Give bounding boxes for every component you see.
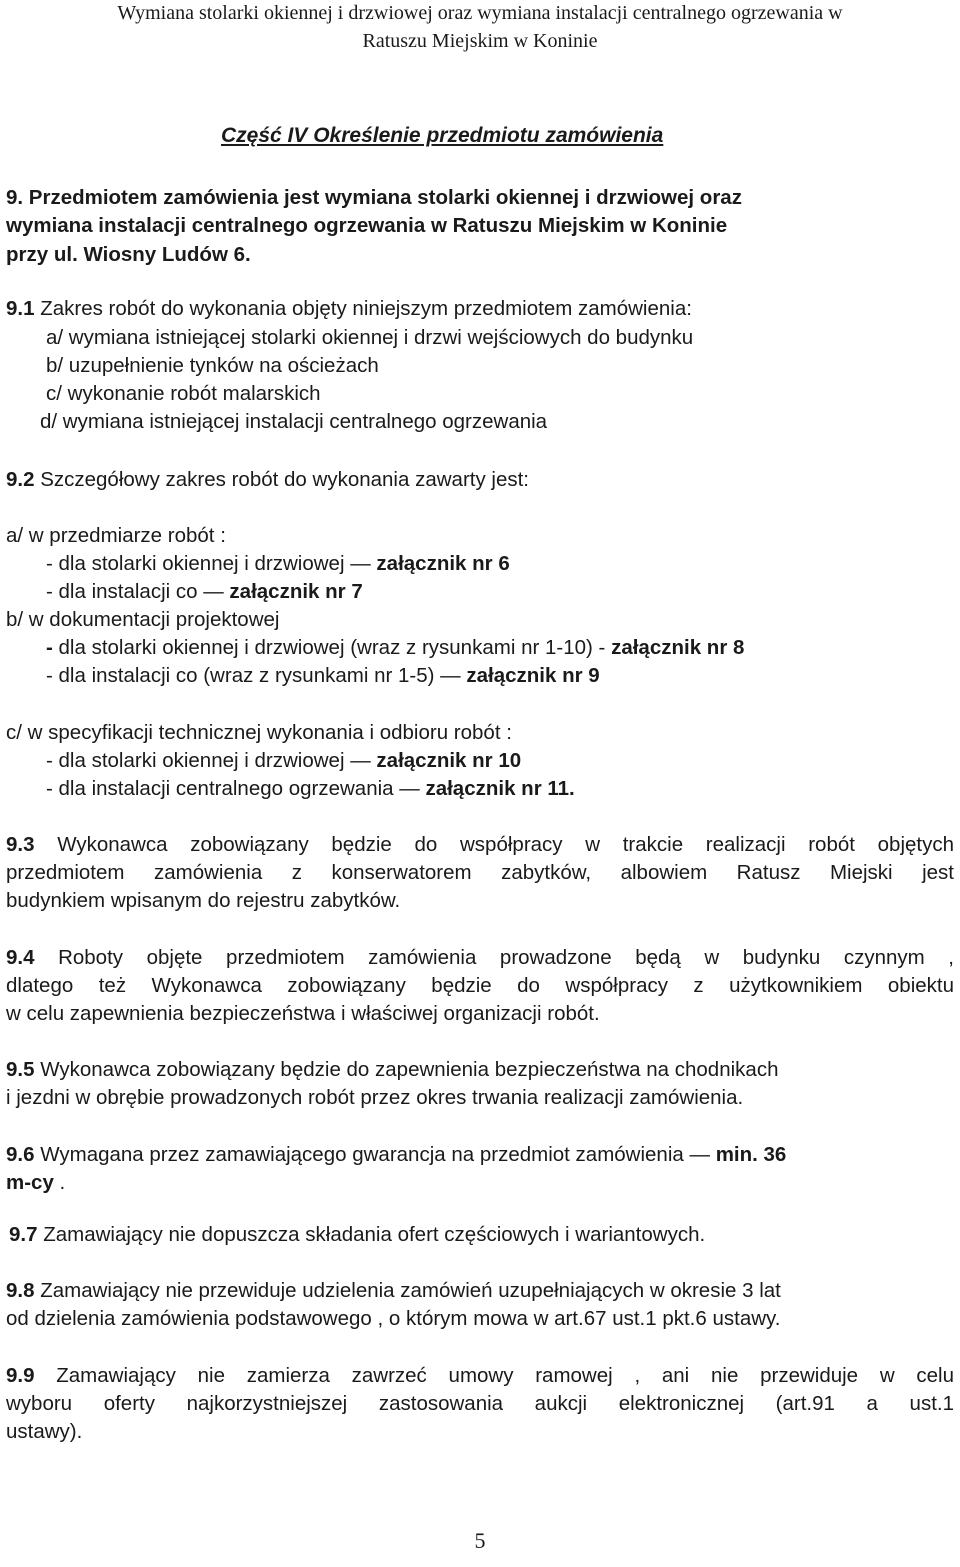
p94-line-3: w celu zapewnienia bezpieczeństwa i właściwej organizacji robót. <box>6 1002 600 1025</box>
p92-b-item-2 <box>46 661 600 690</box>
p91-item-d: d/ wymiana istniejącej instalacji centralnego ogrzewania <box>40 410 548 433</box>
p92-b2-text: - dla instalacji co (wraz z rysunkami nr 1-5) <box>46 664 441 687</box>
p92-c-item-2 <box>46 774 575 803</box>
p92-a1-dash: — <box>350 552 371 575</box>
p96-line-2 <box>6 1168 65 1197</box>
p92-a1-attachment: załącznik nr 6 <box>370 552 510 575</box>
p92-a-heading: a/ w przedmiarze robót : <box>6 524 226 547</box>
p92-a-item-1 <box>46 549 510 578</box>
p95-number: 9.5 <box>6 1058 35 1081</box>
p91-item-b: b/ uzupełnienie tynków na ościeżach <box>46 354 379 377</box>
p99-line-1 <box>6 1361 954 1390</box>
p94-number: 9.4 <box>6 946 35 969</box>
p92-c1-attachment: załącznik nr 10 <box>370 749 522 772</box>
p93-line-1 <box>6 830 954 859</box>
p92-b1-dash: - <box>46 636 53 659</box>
p99-line-2: wyboru oferty najkorzystniejszej zastosowania aukcji elektronicznej (art.91 a ust.1 <box>6 1392 954 1415</box>
p91-text: Zakres robót do wykonania objęty niniejszym przedmiotem zamówienia: <box>34 297 692 320</box>
p92-b-item-1 <box>46 633 744 662</box>
p97-text: Zamawiający nie dopuszcza składania ofert częściowych i wariantowych. <box>37 1223 706 1246</box>
p95-line-1-text: Wykonawca zobowiązany będzie do zapewnienia bezpieczeństwa na chodnikach <box>34 1058 779 1081</box>
p92-c1-text: - dla stolarki okiennej i drzwiowej <box>46 749 351 772</box>
p92-c2-dash: — <box>399 777 420 800</box>
p95-line-1 <box>6 1055 778 1084</box>
p92-c-heading: c/ w specyfikacji technicznej wykonania i odbioru robót : <box>6 721 512 744</box>
p95-line-2: i jezdni w obrębie prowadzonych robót przez okres trwania realizacji zamówienia. <box>6 1086 744 1109</box>
p94-line-1 <box>6 943 954 972</box>
p92-b1-text: dla stolarki okiennej i drzwiowej (wraz z rysunkami nr 1-10) - <box>52 636 612 659</box>
p96-line-1-text: Wymagana przez zamawiającego gwarancja na przedmiot zamówienia <box>34 1143 690 1166</box>
p9-line-3: przy ul. Wiosny Ludów 6. <box>6 243 251 266</box>
p92-a1-text: - dla stolarki okiennej i drzwiowej <box>46 552 351 575</box>
p92-b2-dash: — <box>440 664 461 687</box>
p93-line-2: przedmiotem zamówienia z konserwatorem zabytków, albowiem Ratusz Miejski jest <box>6 861 954 884</box>
p96-line-2-end: . <box>53 1171 66 1194</box>
p92-intro <box>6 465 529 494</box>
section-title: Część IV Określenie przedmiotu zamówienia <box>221 124 664 147</box>
p94-line-1-text: Roboty objęte przedmiotem zamówienia prowadzone będą w budynku czynnym , <box>34 946 954 969</box>
p92-c2-text: - dla instalacji centralnego ogrzewania <box>46 777 400 800</box>
p91-item-c: c/ wykonanie robót malarskich <box>46 382 321 405</box>
p93-line-1-text: Wykonawca zobowiązany będzie do współpracy w trakcie realizacji robót objętych <box>34 833 954 856</box>
p96-line-1 <box>6 1140 786 1169</box>
p99-line-1-text: Zamawiający nie zamierza zawrzeć umowy ramowej , ani nie przewiduje w celu <box>34 1364 954 1387</box>
p92-text: Szczegółowy zakres robót do wykonania zawarty jest: <box>34 468 530 491</box>
p9-line-2: wymiana instalacji centralnego ogrzewania w Ratuszu Miejskim w Koninie <box>6 214 728 237</box>
p93-line-3: budynkiem wpisanym do rejestru zabytków. <box>6 889 401 912</box>
p9-line-1: 9. Przedmiotem zamówienia jest wymiana stolarki okiennej i drzwiowej oraz <box>6 186 742 209</box>
p96-warranty-unit: m-cy <box>6 1171 54 1194</box>
running-header-line-1: Wymiana stolarki okiennej i drzwiowej oraz wymiana instalacji centralnego ogrzewania w <box>117 2 843 24</box>
p98-line-2: od dzielenia zamówienia podstawowego , o którym mowa w art.67 ust.1 pkt.6 ustawy. <box>6 1307 781 1330</box>
p92-c-item-1 <box>46 746 521 775</box>
p92-number: 9.2 <box>6 468 35 491</box>
p92-a-item-2 <box>46 577 363 606</box>
p99-line-3: ustawy). <box>6 1420 83 1443</box>
p98-number: 9.8 <box>6 1279 35 1302</box>
p92-a2-text: - dla instalacji co <box>46 580 204 603</box>
p91-item-a: a/ wymiana istniejącej stolarki okiennej i drzwi wejściowych do budynku <box>46 326 694 349</box>
p92-a2-dash: — <box>203 580 224 603</box>
p99-number: 9.9 <box>6 1364 35 1387</box>
p97-line <box>9 1220 705 1249</box>
p92-b1-attachment: załącznik nr 8 <box>611 636 745 659</box>
p91-intro <box>6 294 692 323</box>
p92-c2-attachment: załącznik nr 11. <box>419 777 575 800</box>
p92-b-heading: b/ w dokumentacji projektowej <box>6 608 280 631</box>
p92-b2-attachment: załącznik nr 9 <box>460 664 600 687</box>
p92-a2-attachment: załącznik nr 7 <box>223 580 363 603</box>
page-number: 5 <box>474 1528 486 1553</box>
p96-warranty-value: min. 36 <box>710 1143 787 1166</box>
p94-line-2: dlatego też Wykonawca zobowiązany będzie do współpracy z użytkownikiem obiektu <box>6 974 954 997</box>
p98-line-1 <box>6 1276 781 1305</box>
p92-c1-dash: — <box>350 749 371 772</box>
p96-number: 9.6 <box>6 1143 35 1166</box>
p97-number: 9.7 <box>9 1223 38 1246</box>
p96-dash: — <box>689 1143 710 1166</box>
running-header-line-2: Ratuszu Miejskim w Koninie <box>362 30 598 52</box>
p93-number: 9.3 <box>6 833 35 856</box>
p91-number: 9.1 <box>6 297 35 320</box>
p98-line-1-text: Zamawiający nie przewiduje udzielenia zamówień uzupełniających w okresie 3 lat <box>34 1279 781 1302</box>
